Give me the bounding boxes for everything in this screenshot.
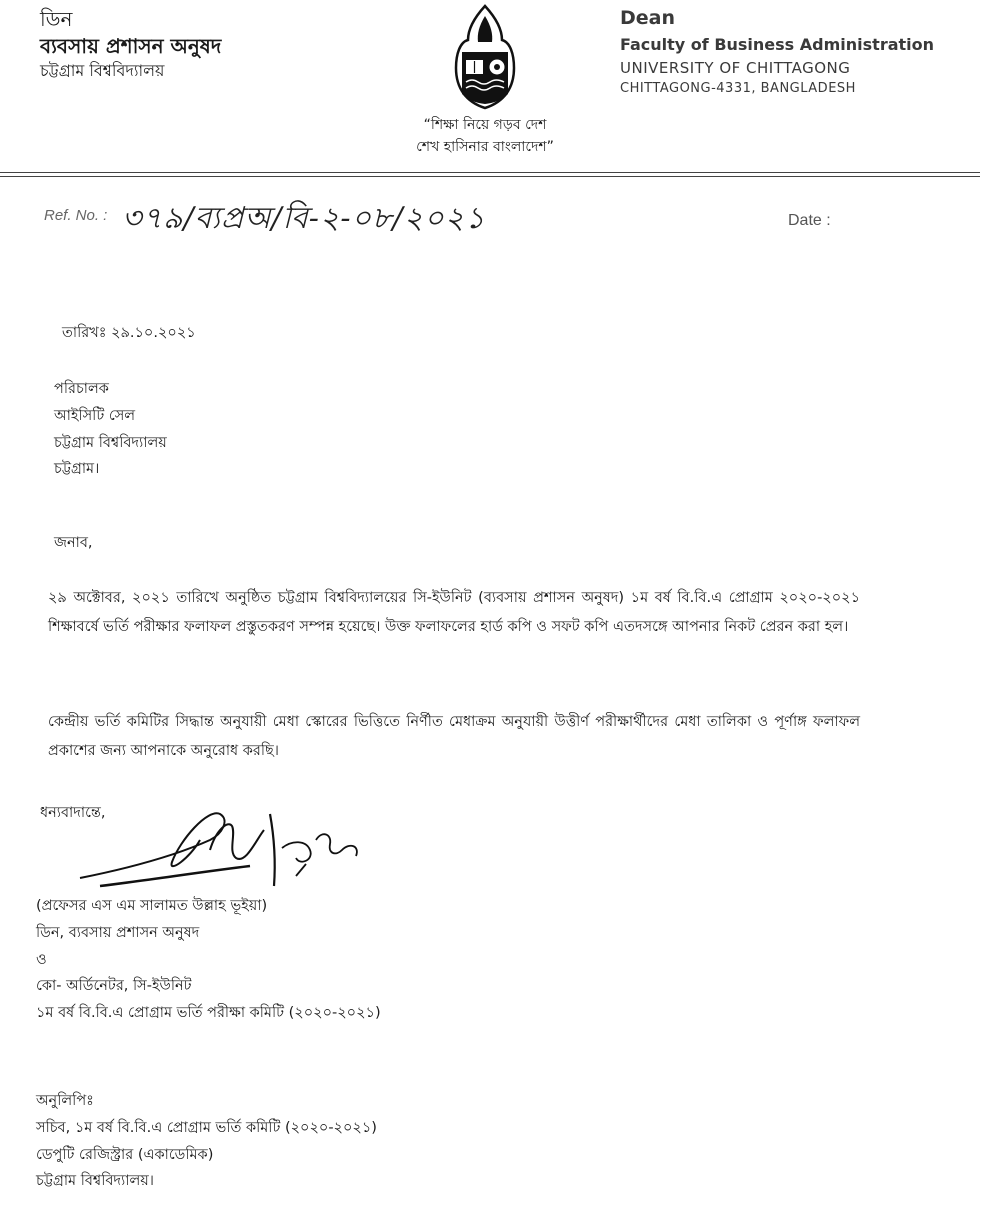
letterhead-en [620, 4, 934, 99]
date-label: Date : [788, 212, 831, 229]
ref-label: Ref. No. : [44, 207, 108, 224]
signatory-title: কো- অর্ডিনেটর, সি-ইউনিট [36, 978, 192, 995]
recipient-line: পরিচালক [54, 381, 109, 397]
en-faculty-name: Faculty of Business Administration [620, 34, 935, 54]
ref-number-handwritten: ৩৭৯/ব্যপ্রঅ/বি-২-০৮/২০২১ [122, 201, 486, 236]
body-paragraph-2: কেন্দ্রীয় ভর্তি কমিটির সিদ্ধান্ত অনুযায়ী মেধা স্কোরের ভিত্তিতে নির্ণীত মেধাক্রম অনুযায়ী উত্তীর্ণ পরীক্ষার্থীদের মেধা তালিকা ও পূর্ণাঙ্গ ফলাফল প্রকাশের জন্য আপনাকে অনুরোধ করছি। [48, 714, 860, 759]
bn-title-dean: ডিন [40, 7, 73, 31]
signatory-title: ১ম বর্ষ বি.বি.এ প্রোগ্রাম ভর্তি পরীক্ষা কমিটি (২০২০-২০২১) [36, 1005, 381, 1022]
bn-faculty-name: ব্যবসায় প্রশাসন অনুষদ [40, 34, 222, 58]
motto-line-2: শেখ হাসিনার বাংলাদেশ” [416, 139, 554, 156]
bn-university-name: চট্টগ্রাম বিশ্ববিদ্যালয় [40, 61, 165, 80]
signatory-name: (প্রফেসর এস এম সালামত উল্লাহ ভূইয়া) [36, 898, 268, 914]
cc-block [36, 1088, 377, 1195]
signatory-conjunction: ও [36, 951, 47, 968]
salutation: জনাব, [54, 535, 93, 551]
university-seal-logo [448, 4, 522, 110]
recipient-line: আইসিটি সেল [54, 407, 136, 424]
cc-item: ডেপুটি রেজিস্ট্রার (একাডেমিক) [36, 1146, 214, 1163]
recipient-line: চট্টগ্রাম। [54, 461, 100, 478]
signature-image [60, 800, 380, 900]
header-divider-top [0, 172, 980, 173]
letterhead-bn [40, 6, 221, 82]
closing: ধন্যবাদান্তে, [40, 805, 106, 821]
letter-date: তারিখঃ ২৯.১০.২০২১ [62, 325, 196, 341]
signatory-block [36, 893, 381, 1027]
motto-line-1: “শিক্ষা নিয়ে গড়ব দেশ [423, 117, 547, 133]
en-title-dean: Dean [620, 7, 676, 29]
signatory-title: ডিন, ব্যবসায় প্রশাসন অনুষদ [36, 924, 200, 941]
motto [380, 114, 590, 159]
recipient-block [54, 376, 167, 483]
cc-label: অনুলিপিঃ [36, 1093, 94, 1109]
body-paragraph-1: ২৯ অক্টোবর, ২০২১ তারিখে অনুষ্ঠিত চট্টগ্রাম বিশ্ববিদ্যালয়ের সি-ইউনিট (ব্যবসায় প্রশাসন অনুষদ) ১ম বর্ষ বি.বি.এ প্রোগ্রাম ২০২০-২০২১ শিক্ষাবর্ষে ভর্তি পরীক্ষার ফলাফল প্রস্তুতকরণ সম্পন্ন হয়েছে। উক্ত ফলাফলের হার্ড কপি ও সফট কপি এতদসঙ্গে আপনার নিকট প্রেরন করা হল। [48, 590, 860, 635]
cc-item: চট্টগ্রাম বিশ্ববিদ্যালয়। [36, 1173, 154, 1190]
recipient-line: চট্টগ্রাম বিশ্ববিদ্যালয় [54, 434, 167, 451]
header-divider-bottom [0, 176, 980, 177]
cc-item: সচিব, ১ম বর্ষ বি.বি.এ প্রোগ্রাম ভর্তি কমিটি (২০২০-২০২১) [36, 1119, 377, 1136]
en-university-name: UNIVERSITY OF CHITTAGONG [620, 58, 851, 77]
en-address: CHITTAGONG-4331, BANGLADESH [620, 81, 856, 96]
